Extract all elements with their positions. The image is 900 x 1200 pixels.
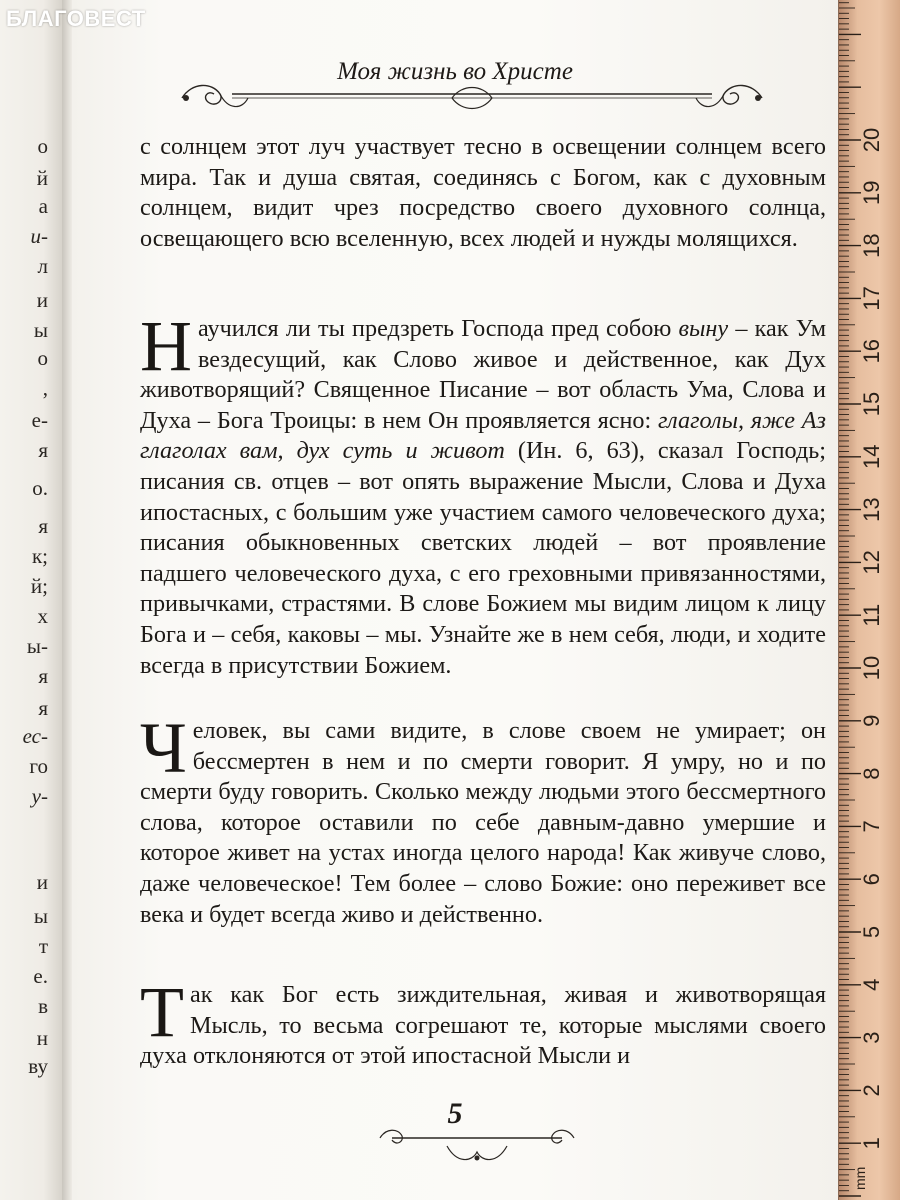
left-page-fragment: х bbox=[37, 604, 48, 628]
left-page-fragment: ес- bbox=[22, 724, 48, 748]
left-page-fragment: го bbox=[29, 754, 48, 778]
left-page-fragment: у- bbox=[31, 784, 48, 808]
left-page-fragment: ы bbox=[33, 904, 48, 928]
text-segment: еловек, вы сами видите, в слове своем не умирает; он бессмертен в нем и по смерти говорит. Я умру, но и по смерти буду говорить. Сколько между людьми этого бессмертного слова, которое оставили по себе давным-давно умершие и которое живет на устах иногда целого народа! Как живуче слово, даже человеческое! Тем более – слово Божие: оно переживет все века и будет всегда живо и действенно. bbox=[140, 717, 826, 928]
left-page-fragment: о bbox=[37, 346, 48, 370]
page-number: 5 bbox=[447, 1097, 463, 1130]
ruler bbox=[838, 0, 900, 1200]
paragraph-text bbox=[140, 972, 826, 1072]
watermark-logo: БЛАГОВЕСТ bbox=[6, 6, 146, 31]
ruler-number: 3 bbox=[859, 1031, 884, 1044]
book-page bbox=[72, 0, 838, 1200]
ruler-number: 4 bbox=[859, 978, 884, 991]
left-page-fragment: й; bbox=[30, 574, 48, 598]
left-page-fragment: и- bbox=[30, 224, 48, 248]
text-segment: ак как Бог есть зиждительная, живая и животворящая Мысль, то весьма согрешают те, которые мыслями своего духа отклоняются от этой ипостасной Мысли и bbox=[140, 981, 826, 1070]
ruler-number: 18 bbox=[859, 233, 884, 258]
running-header-title: Моя жизнь во Христе bbox=[337, 58, 573, 85]
italic-text-segment: выну bbox=[678, 315, 729, 342]
left-page-fragment: , bbox=[42, 376, 48, 400]
left-page-fragment: а bbox=[38, 194, 48, 218]
left-page-fragment: я bbox=[38, 664, 48, 688]
left-page-fragment: ы bbox=[33, 318, 48, 342]
left-page-fragment: о bbox=[37, 134, 48, 158]
ruler-number: 10 bbox=[859, 655, 884, 681]
left-page-fragment: и bbox=[36, 870, 48, 894]
book-spine bbox=[62, 0, 72, 1200]
drop-cap: Н bbox=[140, 306, 192, 386]
footer-ornament-icon bbox=[372, 1124, 582, 1168]
ruler-number: 20 bbox=[859, 127, 884, 153]
left-page-fragment: и bbox=[36, 288, 48, 312]
left-page-fragment: н bbox=[36, 1026, 48, 1050]
ruler-number: 8 bbox=[859, 767, 884, 780]
text-segment: с солнцем этот луч участвует тесно в освещении солнцем всего мира. Так и душа святая, соединясь с Богом, как с духовным солнцем, видит чрез посредство своего духовного солнца, освещающего всю вселенную, всех людей и нужды молящихся. bbox=[140, 133, 826, 252]
left-page-fragment: е- bbox=[31, 408, 48, 432]
paragraph-4 bbox=[140, 972, 826, 1072]
left-page-fragment: ы- bbox=[26, 634, 48, 658]
ruler-number: 12 bbox=[859, 550, 884, 575]
left-page-fragment: в bbox=[38, 994, 48, 1018]
text-segment: аучился ли ты предзреть Господа пред собою bbox=[198, 315, 679, 342]
paragraph-1 bbox=[140, 132, 826, 254]
left-page-fragment: л bbox=[37, 254, 48, 278]
paragraph-3 bbox=[140, 708, 826, 930]
left-page-fragment: я bbox=[38, 438, 48, 462]
paragraph-text bbox=[140, 708, 826, 930]
ruler-number: 11 bbox=[859, 603, 884, 627]
ruler-number: 17 bbox=[859, 286, 884, 311]
ruler-number: 5 bbox=[859, 925, 884, 939]
ruler-number: 19 bbox=[859, 180, 884, 206]
text-segment: (Ин. 6, 63), сказал Господь; писания св. отцев – вот опять выражение Мысли, Слова и Духа ипостасных, с большим уже участием самого человеческого духа; писания обыкновенных светских людей – вот проявление падшего человеческого духа, с его греховными привязанностями, привычками, страстями. В слове Божием мы видим лицом к лицу Бога и – себя, каковы – мы. Узнайте же в нем себя, люди, и ходите всегда в присутствии Божием. bbox=[140, 437, 826, 679]
left-page-fragment: й bbox=[36, 166, 48, 190]
paragraph-text bbox=[140, 306, 826, 681]
ruler-number: 6 bbox=[859, 873, 884, 886]
ruler-number: 15 bbox=[859, 391, 884, 417]
left-page-fragment: я bbox=[38, 696, 48, 720]
paragraph-text bbox=[140, 132, 826, 254]
ruler-number: 7 bbox=[859, 820, 884, 833]
text-segment: – как Ум вездесущий, как Слово живое и действенное, как Дух животворящий? Священное Писание – вот область Ума, Слова и Духа – Бога Троицы: в нем Он проявляется ясно: bbox=[140, 315, 826, 434]
ruler-unit-label: mm bbox=[852, 1166, 868, 1190]
left-page-fragment: т bbox=[38, 934, 48, 958]
header-ornament-icon bbox=[172, 80, 772, 116]
ruler-number: 2 bbox=[859, 1084, 884, 1097]
drop-cap: Ч bbox=[140, 708, 187, 788]
ruler-number: 16 bbox=[859, 338, 884, 364]
ruler-number: 1 bbox=[859, 1137, 884, 1150]
left-page-fragment: о. bbox=[32, 476, 48, 500]
italic-text-segment: глаголы, яже Аз глаголах вам, дух суть и живот bbox=[140, 406, 826, 465]
left-page-fragment: я bbox=[38, 514, 48, 538]
ruler-number: 13 bbox=[859, 497, 884, 522]
left-page-fragment: ву bbox=[28, 1054, 48, 1078]
left-page-fragment: к; bbox=[31, 544, 48, 568]
ruler-number: 14 bbox=[859, 444, 884, 470]
left-page-fragment: е. bbox=[33, 964, 48, 988]
ruler-number: 9 bbox=[859, 714, 884, 727]
paragraph-2 bbox=[140, 306, 826, 681]
drop-cap: Т bbox=[140, 972, 184, 1052]
